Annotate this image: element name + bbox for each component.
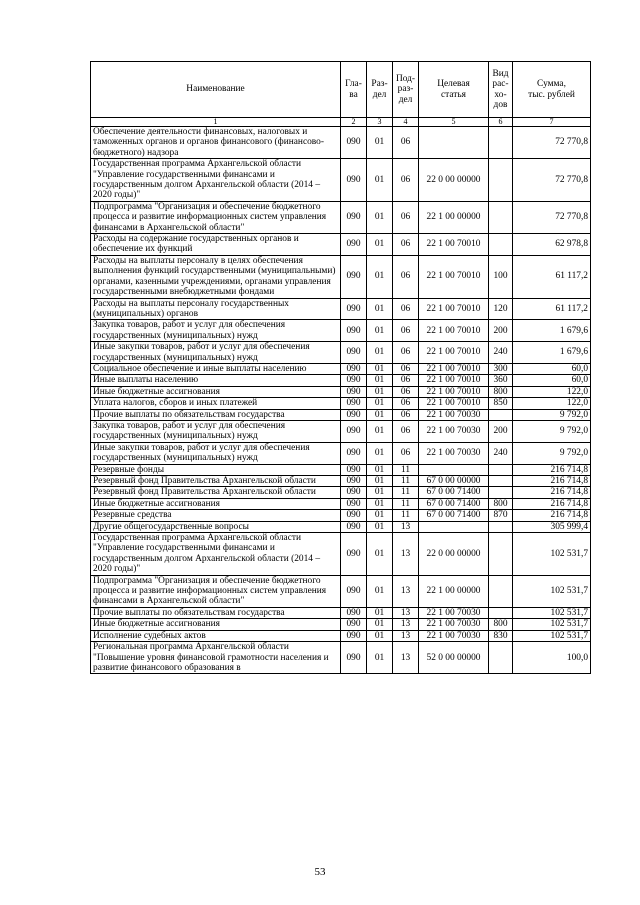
row-chapter: 090 <box>341 464 367 475</box>
row-name: Прочие выплаты по обязательствам государства <box>91 607 341 618</box>
row-chapter: 090 <box>341 234 367 256</box>
row-name: Расходы на выплаты персоналу государственных (муниципальных) органов <box>91 298 341 320</box>
row-chapter: 090 <box>341 386 367 397</box>
row-amount: 216 714,8 <box>513 487 591 498</box>
row-amount: 1 679,6 <box>513 320 591 342</box>
row-target: 22 1 00 70010 <box>419 342 489 364</box>
row-target: 22 1 00 70010 <box>419 298 489 320</box>
table-row <box>91 575 591 607</box>
row-exptype <box>489 575 513 607</box>
row-amount: 102 531,7 <box>513 575 591 607</box>
row-amount: 216 714,8 <box>513 510 591 521</box>
row-section: 01 <box>367 642 393 674</box>
row-amount: 305 999,4 <box>513 521 591 532</box>
row-target: 22 1 00 70030 <box>419 607 489 618</box>
row-target: 22 1 00 00000 <box>419 575 489 607</box>
row-subsection: 13 <box>393 533 419 576</box>
header-exptype-text: Вид рас- хо- дов <box>492 68 509 110</box>
row-section: 01 <box>367 159 393 202</box>
row-section: 01 <box>367 442 393 464</box>
row-subsection: 06 <box>393 201 419 233</box>
table-row <box>91 255 591 298</box>
page-number: 53 <box>314 866 326 878</box>
row-chapter: 090 <box>341 342 367 364</box>
row-chapter: 090 <box>341 498 367 509</box>
row-subsection: 06 <box>393 386 419 397</box>
row-name: Иные бюджетные ассигнования <box>91 498 341 509</box>
header-target-text: Целевая статья <box>437 79 470 100</box>
row-subsection: 06 <box>393 255 419 298</box>
column-number: 4 <box>393 118 419 127</box>
row-exptype: 120 <box>489 298 513 320</box>
row-target: 22 1 00 70010 <box>419 386 489 397</box>
table-row <box>91 398 591 409</box>
column-number: 2 <box>341 118 367 127</box>
table-row <box>91 298 591 320</box>
header-name <box>91 62 341 118</box>
row-chapter: 090 <box>341 420 367 442</box>
row-amount: 61 117,2 <box>513 298 591 320</box>
row-amount: 122,0 <box>513 386 591 397</box>
row-name: Государственная программа Архангельской области "Управление государственными финансами и государственным долгом Архангельской области (2014 – 2020 годы)" <box>91 533 341 576</box>
row-name: Уплата налогов, сборов и иных платежей <box>91 398 341 409</box>
row-name: Резервные фонды <box>91 464 341 475</box>
row-name: Обеспечение деятельности финансовых, налоговых и таможенных органов и органов финансового (финансово-бюджетного) надзора <box>91 127 341 159</box>
row-subsection: 06 <box>393 375 419 386</box>
table-row <box>91 510 591 521</box>
row-amount: 216 714,8 <box>513 476 591 487</box>
row-subsection: 11 <box>393 487 419 498</box>
table-row <box>91 442 591 464</box>
row-chapter: 090 <box>341 476 367 487</box>
row-chapter: 090 <box>341 630 367 641</box>
row-target <box>419 521 489 532</box>
row-exptype: 300 <box>489 363 513 374</box>
row-name: Социальное обеспечение и иные выплаты населению <box>91 363 341 374</box>
row-chapter: 090 <box>341 575 367 607</box>
row-section: 01 <box>367 487 393 498</box>
row-amount: 102 531,7 <box>513 630 591 641</box>
row-name: Закупка товаров, работ и услуг для обеспечения государственных (муниципальных) нужд <box>91 320 341 342</box>
table-row <box>91 464 591 475</box>
header-chapter-text: Гла- ва <box>345 79 362 100</box>
row-chapter: 090 <box>341 127 367 159</box>
row-amount: 60,0 <box>513 363 591 374</box>
row-amount: 62 978,8 <box>513 234 591 256</box>
row-subsection: 13 <box>393 575 419 607</box>
row-subsection: 06 <box>393 442 419 464</box>
row-target: 22 1 00 70010 <box>419 363 489 374</box>
table-row <box>91 342 591 364</box>
row-amount: 216 714,8 <box>513 498 591 509</box>
row-exptype: 870 <box>489 510 513 521</box>
row-name: Резервные средства <box>91 510 341 521</box>
row-chapter: 090 <box>341 320 367 342</box>
table-row <box>91 498 591 509</box>
row-target: 22 1 00 00000 <box>419 201 489 233</box>
row-exptype <box>489 127 513 159</box>
header-target <box>419 62 489 118</box>
row-amount: 102 531,7 <box>513 619 591 630</box>
row-section: 01 <box>367 320 393 342</box>
row-chapter: 090 <box>341 298 367 320</box>
row-amount: 72 770,8 <box>513 201 591 233</box>
table-row <box>91 607 591 618</box>
row-name: Резервный фонд Правительства Архангельской области <box>91 476 341 487</box>
row-exptype <box>489 234 513 256</box>
row-section: 01 <box>367 201 393 233</box>
row-amount: 122,0 <box>513 398 591 409</box>
row-exptype <box>489 409 513 420</box>
row-amount: 102 531,7 <box>513 533 591 576</box>
header-subsection <box>393 62 419 118</box>
row-subsection: 06 <box>393 234 419 256</box>
row-section: 01 <box>367 533 393 576</box>
row-name: Другие общегосударственные вопросы <box>91 521 341 532</box>
row-section: 01 <box>367 630 393 641</box>
row-exptype: 200 <box>489 420 513 442</box>
row-exptype: 800 <box>489 498 513 509</box>
row-chapter: 090 <box>341 409 367 420</box>
row-subsection: 11 <box>393 498 419 509</box>
column-number: 5 <box>419 118 489 127</box>
table-row <box>91 234 591 256</box>
row-exptype: 240 <box>489 342 513 364</box>
row-section: 01 <box>367 386 393 397</box>
row-amount: 61 117,2 <box>513 255 591 298</box>
row-chapter: 090 <box>341 159 367 202</box>
row-exptype <box>489 464 513 475</box>
row-subsection: 06 <box>393 420 419 442</box>
row-exptype <box>489 201 513 233</box>
row-name: Иные бюджетные ассигнования <box>91 386 341 397</box>
row-name: Иные бюджетные ассигнования <box>91 619 341 630</box>
row-section: 01 <box>367 498 393 509</box>
row-name: Расходы на содержание государственных органов и обеспечение их функций <box>91 234 341 256</box>
row-name: Подпрограмма "Организация и обеспечение бюджетного процесса и развитие информационных систем управления финансами в Архангельской области" <box>91 575 341 607</box>
row-target: 22 1 00 70010 <box>419 320 489 342</box>
row-subsection: 06 <box>393 342 419 364</box>
row-section: 01 <box>367 298 393 320</box>
row-subsection: 13 <box>393 521 419 532</box>
row-chapter: 090 <box>341 619 367 630</box>
row-subsection: 06 <box>393 398 419 409</box>
row-exptype <box>489 487 513 498</box>
row-target: 22 1 00 70010 <box>419 234 489 256</box>
row-chapter: 090 <box>341 363 367 374</box>
column-number: 3 <box>367 118 393 127</box>
header-section <box>367 62 393 118</box>
table-row <box>91 420 591 442</box>
row-amount: 102 531,7 <box>513 607 591 618</box>
row-subsection: 06 <box>393 298 419 320</box>
row-exptype: 100 <box>489 255 513 298</box>
table-row <box>91 320 591 342</box>
row-amount: 72 770,8 <box>513 159 591 202</box>
row-exptype <box>489 607 513 618</box>
row-name: Исполнение судебных актов <box>91 630 341 641</box>
row-subsection: 06 <box>393 127 419 159</box>
column-number: 1 <box>91 118 341 127</box>
row-target: 22 1 00 70030 <box>419 630 489 641</box>
header-subsection-text: Под- раз- дел <box>395 73 416 105</box>
row-chapter: 090 <box>341 510 367 521</box>
row-section: 01 <box>367 510 393 521</box>
row-section: 01 <box>367 409 393 420</box>
row-chapter: 090 <box>341 398 367 409</box>
row-amount: 9 792,0 <box>513 409 591 420</box>
row-section: 01 <box>367 398 393 409</box>
row-amount: 216 714,8 <box>513 464 591 475</box>
row-section: 01 <box>367 619 393 630</box>
row-subsection: 13 <box>393 642 419 674</box>
row-section: 01 <box>367 255 393 298</box>
row-chapter: 090 <box>341 533 367 576</box>
row-exptype <box>489 533 513 576</box>
row-target: 67 0 00 00000 <box>419 476 489 487</box>
table-row <box>91 476 591 487</box>
row-name: Прочие выплаты по обязательствам государства <box>91 409 341 420</box>
header-name-text: Наименование <box>186 84 245 95</box>
row-section: 01 <box>367 420 393 442</box>
table-row <box>91 533 591 576</box>
table-row <box>91 375 591 386</box>
table-row <box>91 201 591 233</box>
row-exptype: 360 <box>489 375 513 386</box>
row-target: 67 0 00 71400 <box>419 487 489 498</box>
row-subsection: 13 <box>393 619 419 630</box>
row-target: 22 1 00 70010 <box>419 398 489 409</box>
table-row <box>91 127 591 159</box>
table-row <box>91 386 591 397</box>
row-exptype <box>489 476 513 487</box>
header-chapter <box>341 62 367 118</box>
row-section: 01 <box>367 342 393 364</box>
row-chapter: 090 <box>341 642 367 674</box>
table-row <box>91 159 591 202</box>
row-chapter: 090 <box>341 255 367 298</box>
row-section: 01 <box>367 234 393 256</box>
table-row <box>91 619 591 630</box>
header-amount <box>513 62 591 118</box>
row-name: Резервный фонд Правительства Архангельской области <box>91 487 341 498</box>
row-name: Государственная программа Архангельской области "Управление государственными финансами и государственным долгом Архангельской области (2014 – 2020 годы)" <box>91 159 341 202</box>
row-name: Региональная программа Архангельской области "Повышение уровня финансовой грамотности населения и развитие финансового образования в <box>91 642 341 674</box>
row-target: 22 1 00 70030 <box>419 442 489 464</box>
row-amount: 9 792,0 <box>513 420 591 442</box>
table-row <box>91 642 591 674</box>
row-section: 01 <box>367 363 393 374</box>
row-subsection: 13 <box>393 630 419 641</box>
column-number: 6 <box>489 118 513 127</box>
row-exptype <box>489 521 513 532</box>
row-chapter: 090 <box>341 375 367 386</box>
header-amount-text: Сумма, тыс. рублей <box>528 79 575 100</box>
row-amount: 100,0 <box>513 642 591 674</box>
column-number-row <box>91 118 591 127</box>
row-amount: 72 770,8 <box>513 127 591 159</box>
row-section: 01 <box>367 476 393 487</box>
row-subsection: 11 <box>393 464 419 475</box>
table-row <box>91 363 591 374</box>
row-name: Иные закупки товаров, работ и услуг для обеспечения государственных (муниципальных) нужд <box>91 342 341 364</box>
row-exptype: 800 <box>489 619 513 630</box>
row-section: 01 <box>367 127 393 159</box>
row-target: 22 1 00 70030 <box>419 409 489 420</box>
row-target: 22 0 00 00000 <box>419 159 489 202</box>
row-section: 01 <box>367 607 393 618</box>
row-exptype: 830 <box>489 630 513 641</box>
row-target: 22 1 00 70010 <box>419 375 489 386</box>
row-chapter: 090 <box>341 487 367 498</box>
row-chapter: 090 <box>341 607 367 618</box>
row-exptype: 800 <box>489 386 513 397</box>
row-target: 22 1 00 70010 <box>419 255 489 298</box>
row-name: Подпрограмма "Организация и обеспечение бюджетного процесса и развитие информационных систем управления финансами в Архангельской области" <box>91 201 341 233</box>
table-row <box>91 409 591 420</box>
row-section: 01 <box>367 521 393 532</box>
row-section: 01 <box>367 464 393 475</box>
row-chapter: 090 <box>341 442 367 464</box>
row-target: 67 0 00 71400 <box>419 498 489 509</box>
row-target: 22 0 00 00000 <box>419 533 489 576</box>
row-target: 67 0 00 71400 <box>419 510 489 521</box>
row-section: 01 <box>367 575 393 607</box>
row-section: 01 <box>367 375 393 386</box>
row-amount: 60,0 <box>513 375 591 386</box>
row-exptype: 850 <box>489 398 513 409</box>
table-row <box>91 630 591 641</box>
row-target <box>419 464 489 475</box>
row-subsection: 11 <box>393 476 419 487</box>
table-row <box>91 521 591 532</box>
header-section-text: Раз- дел <box>371 79 388 100</box>
row-name: Иные выплаты населению <box>91 375 341 386</box>
row-target: 22 1 00 70030 <box>419 420 489 442</box>
row-name: Иные закупки товаров, работ и услуг для обеспечения государственных (муниципальных) нужд <box>91 442 341 464</box>
row-target: 22 1 00 70030 <box>419 619 489 630</box>
row-exptype <box>489 642 513 674</box>
row-subsection: 13 <box>393 607 419 618</box>
row-subsection: 06 <box>393 159 419 202</box>
row-target <box>419 127 489 159</box>
table-row <box>91 487 591 498</box>
row-subsection: 06 <box>393 320 419 342</box>
row-exptype: 200 <box>489 320 513 342</box>
table-body <box>91 127 591 674</box>
row-name: Закупка товаров, работ и услуг для обеспечения государственных (муниципальных) нужд <box>91 420 341 442</box>
row-target: 52 0 00 00000 <box>419 642 489 674</box>
row-exptype: 240 <box>489 442 513 464</box>
budget-table <box>90 61 591 674</box>
row-name: Расходы на выплаты персоналу в целях обеспечения выполнения функций государственными (муниципальными) органами, казенными учреждениями, органами управления государственными внебюджетными фондами <box>91 255 341 298</box>
header-exptype <box>489 62 513 118</box>
row-subsection: 06 <box>393 363 419 374</box>
row-subsection: 11 <box>393 510 419 521</box>
row-chapter: 090 <box>341 201 367 233</box>
row-subsection: 06 <box>393 409 419 420</box>
row-amount: 9 792,0 <box>513 442 591 464</box>
row-exptype <box>489 159 513 202</box>
row-chapter: 090 <box>341 521 367 532</box>
row-amount: 1 679,6 <box>513 342 591 364</box>
header-row <box>91 62 591 118</box>
column-number: 7 <box>513 118 591 127</box>
